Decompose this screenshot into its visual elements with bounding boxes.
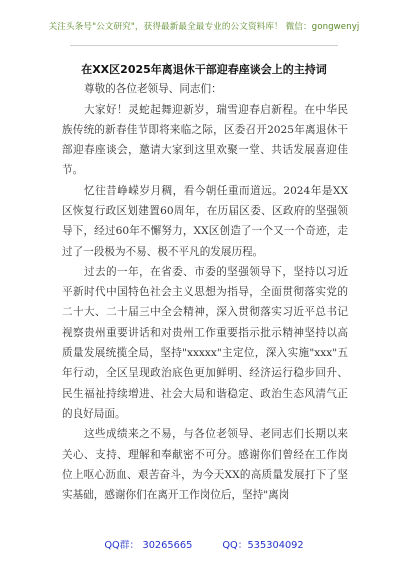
paragraph-4: 这些成绩来之不易，与各位老领导、老同志们长期以来关心、支持、理解和奉献密不可分。感谢你们曾经在工作岗位上呕心沥血、艰苦奋斗，为今天XX的高质量发展打下了坚实基础，感谢你们在离开工作岗位后，坚持"离岗	[62, 428, 348, 502]
footer-qq-group: QQ群： 30265665	[104, 540, 193, 551]
document-title: 在XX区2025年离退休干部迎春座谈会上的主持词	[81, 63, 327, 76]
salutation: 尊敬的各位老领导、同志们：	[84, 83, 222, 95]
header-divider	[70, 45, 338, 46]
header-banner: 关注头条号"公文研究"，获得最新最全最专业的公文资料库！ 微信：gongwenyj	[48, 22, 360, 32]
paragraph-2: 忆往昔峥嵘岁月稠，看今朝任重而道远。2024年是XX区恢复行政区划建置60周年，在历届区委、区政府的坚强领导下，经过60年不懈努力，XX区创造了一个又一个奇迹，走过了一段极为不易、极不平凡的发展历程。	[62, 184, 348, 258]
paragraph-3: 过去的一年，在省委、市委的坚强领导下，坚持以习近平新时代中国特色社会主义思想为指导，全面贯彻落实党的二十大、二十届三中全会精神，深入贯彻落实习近平总书记视察贵州重要讲话和对贵州工作重要指示批示精神坚持以高质量发展统揽全局，坚持"xxxxx"主定位，深入实施"xxx"五年行动，全区呈现政治底色更加鲜明、经济运行稳步回升、民生福祉持续增进、社会大局和谐稳定、政治生态风清气正的良好局面。	[62, 265, 348, 420]
paragraph-1: 大家好！灵蛇起舞迎新岁，瑞雪迎春启新程。在中华民族传统的新春佳节即将来临之际，区委召开2025年离退休干部迎春座谈会，邀请大家到这里欢聚一堂、共话发展喜迎佳节。	[62, 103, 348, 177]
footer-contact	[0, 537, 408, 551]
document-body	[62, 80, 348, 505]
footer-qq: QQ：535304092	[222, 540, 304, 551]
